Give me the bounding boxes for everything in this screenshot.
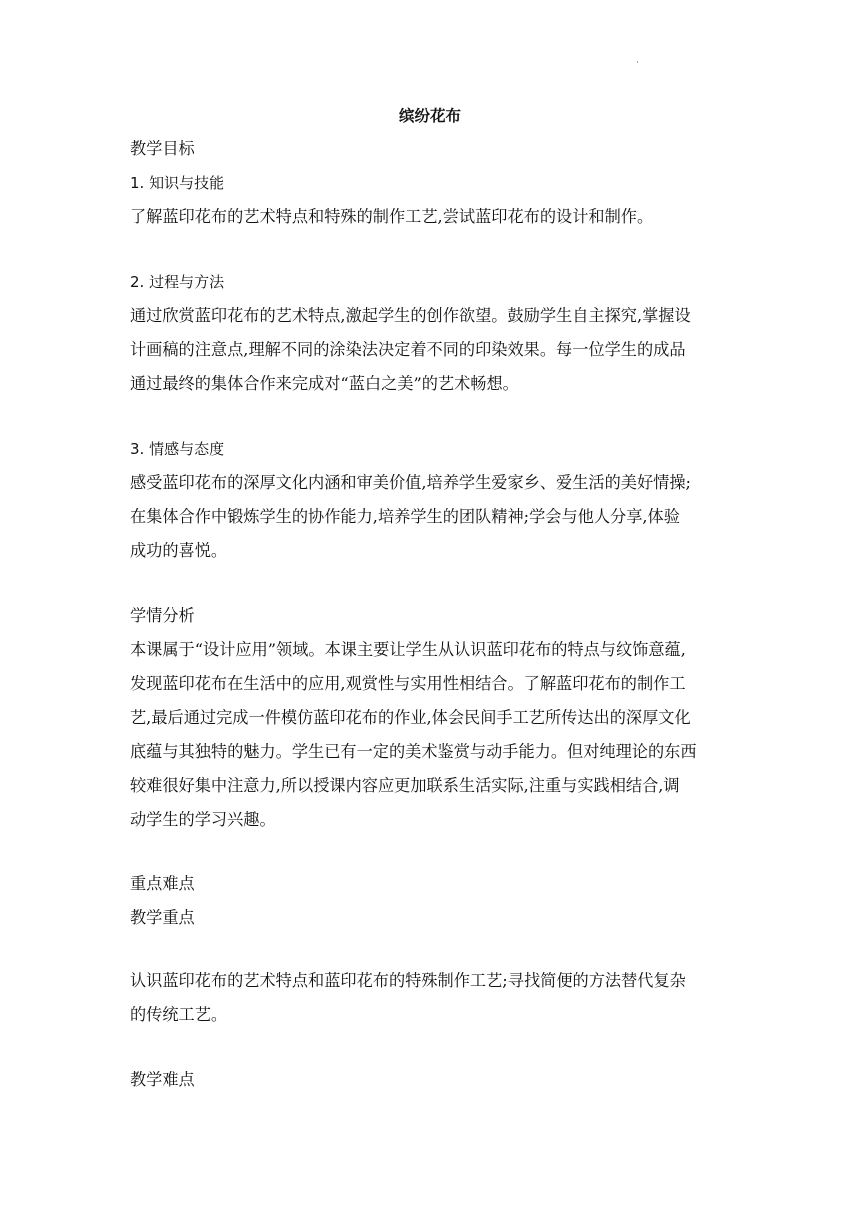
paragraph-line: 成功的喜悦。 — [130, 541, 228, 560]
subheading-difficult-points: 教学难点 — [130, 1070, 195, 1089]
subheading-process-method: 2. 过程与方法 — [130, 273, 225, 291]
paragraph-line: 底蕴与其独特的魅力。学生已有一定的美术鉴赏与动手能力。但对纯理论的东西 — [130, 742, 697, 761]
paragraph-line: 感受蓝印花布的深厚文化内涵和审美价值,培养学生爱家乡、爱生活的美好情操; — [130, 473, 691, 492]
subheading-key-points: 教学重点 — [130, 908, 195, 927]
section-heading-key-difficult: 重点难点 — [130, 874, 195, 893]
subheading-emotion-attitude: 3. 情感与态度 — [130, 440, 225, 458]
paragraph-line: 了解蓝印花布的艺术特点和特殊的制作工艺,尝试蓝印花布的设计和制作。 — [130, 207, 654, 226]
page-title: 缤纷花布 — [398, 107, 461, 125]
paragraph-line: 较难很好集中注意力,所以授课内容应更加联系生活实际,注重与实践相结合,调 — [130, 776, 680, 795]
paragraph-line: 在集体合作中锻炼学生的协作能力,培养学生的团队精神;学会与他人分享,体验 — [130, 507, 680, 526]
paragraph-line: 动学生的学习兴趣。 — [130, 810, 276, 829]
paragraph-line: 本课属于“设计应用”领域。本课主要让学生从认识蓝印花布的特点与纹饰意蕴, — [130, 640, 686, 659]
section-heading-analysis: 学情分析 — [130, 606, 195, 625]
paragraph-line: 认识蓝印花布的艺术特点和蓝印花布的特殊制作工艺;寻找简便的方法替代复杂 — [130, 971, 686, 990]
paragraph-line: 通过最终的集体合作来完成对“蓝白之美”的艺术畅想。 — [130, 374, 519, 393]
subheading-knowledge-skills: 1. 知识与技能 — [130, 174, 225, 192]
paragraph-line: 计画稿的注意点,理解不同的涂染法决定着不同的印染效果。每一位学生的成品 — [130, 340, 686, 359]
paragraph-line: 通过欣赏蓝印花布的艺术特点,激起学生的创作欲望。鼓励学生自主探究,掌握设 — [130, 306, 691, 325]
paragraph-line: 发现蓝印花布在生活中的应用,观赏性与实用性相结合。了解蓝印花布的制作工 — [130, 674, 686, 693]
section-heading-objectives: 教学目标 — [130, 139, 195, 158]
paragraph-line: 艺,最后通过完成一件模仿蓝印花布的作业,体会民间手工艺所传达出的深厚文化 — [130, 708, 691, 727]
header-mark: · — [636, 58, 639, 68]
paragraph-line: 的传统工艺。 — [130, 1005, 228, 1024]
